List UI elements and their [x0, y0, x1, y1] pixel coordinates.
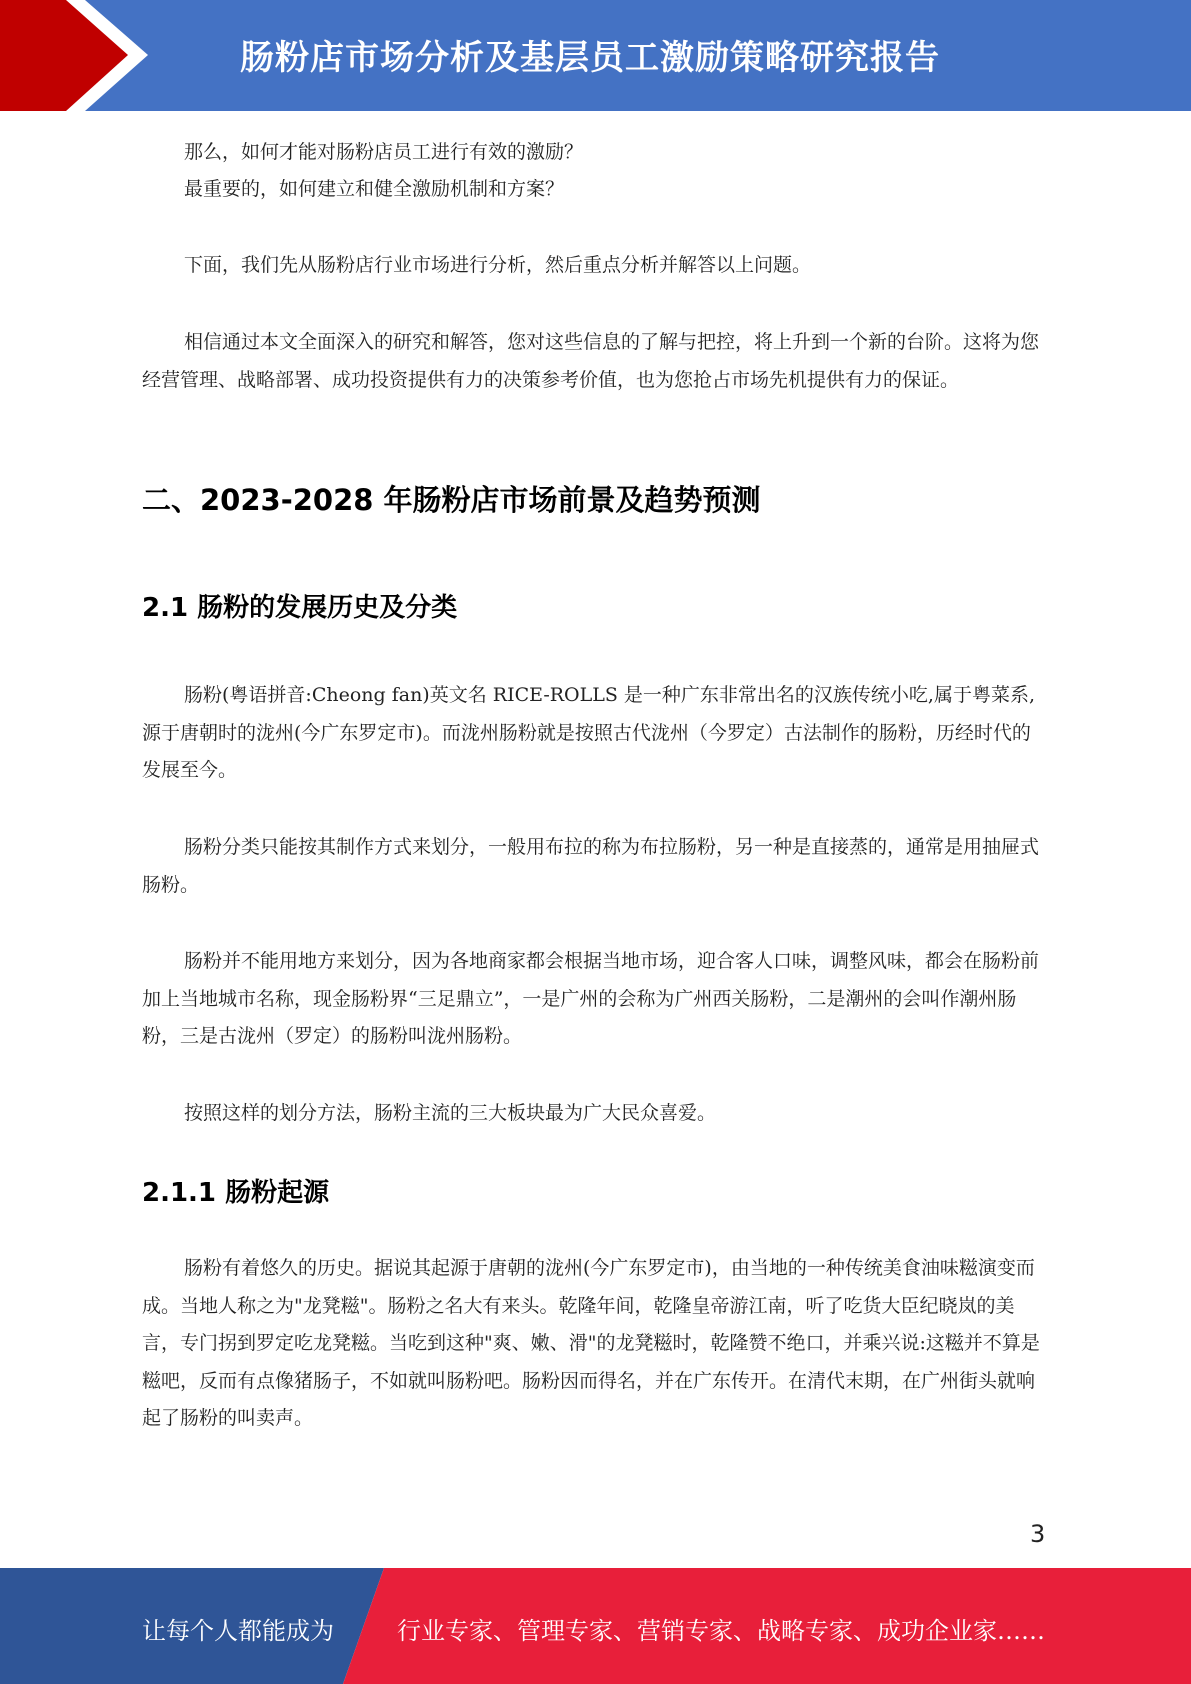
- intro-paragraph-1: 下面，我们先从肠粉店行业市场进行分析，然后重点分析并解答以上问题。: [184, 254, 812, 276]
- paragraph-classification: 肠粉分类只能按其制作方式来划分，一般用布拉的称为布拉肠粉，另一种是直接蒸的，通常是用抽屉式肠粉。: [142, 836, 1040, 896]
- report-title: 肠粉店市场分析及基层员工激励策略研究报告: [240, 38, 940, 78]
- footer-slogan-right: 行业专家、管理专家、营销专家、战略专家、成功企业家……: [397, 1617, 1045, 1645]
- paragraph-summary: 按照这样的划分方法，肠粉主流的三大板块最为广大民众喜爱。: [184, 1102, 717, 1124]
- intro-question-2: 最重要的，如何建立和健全激励机制和方案？: [184, 178, 565, 200]
- section-heading: 二、2023-2028 年肠粉店市场前景及趋势预测: [142, 483, 761, 517]
- footer-slogan-left: 让每个人都能成为: [142, 1617, 334, 1645]
- header-banner: [0, 0, 1191, 111]
- subsection-heading-2-1: 2.1 肠粉的发展历史及分类: [142, 593, 458, 623]
- intro-paragraph-2: 相信通过本文全面深入的研究和解答，您对这些信息的了解与把控，将上升到一个新的台阶。这将为您经营管理、战略部署、成功投资提供有力的决策参考价值，也为您抢占市场先机提供有力的保证。: [142, 331, 1040, 391]
- paragraph-origin: 肠粉有着悠久的历史。据说其起源于唐朝的泷州(今广东罗定市)，由当地的一种传统美食油味糍演变而成。当地人称之为"龙凳糍"。肠粉之名大有来头。乾隆年间，乾隆皇帝游江南，听了吃货大臣纪晓岚的美言，专门拐到罗定吃龙凳糍。当吃到这种"爽、嫩、滑"的龙凳糍时，乾隆赞不绝口，并乘兴说:这糍并不算是糍吧，反而有点像猪肠子，不如就叫肠粉吧。肠粉因而得名，并在广东传开。在清代末期，在广州街头就响起了肠粉的叫卖声。: [142, 1257, 1040, 1429]
- paragraph-regions: 肠粉并不能用地方来划分，因为各地商家都会根据当地市场，迎合客人口味，调整风味，都会在肠粉前加上当地城市名称，现金肠粉界“三足鼎立”，一是广州的会称为广州西关肠粉，二是潮州的会叫作潮州肠粉，三是古泷州（罗定）的肠粉叫泷州肠粉。: [142, 950, 1040, 1047]
- page-number: 3: [1030, 1520, 1046, 1548]
- intro-question-1: 那么，如何才能对肠粉店员工进行有效的激励？: [184, 141, 584, 163]
- subsection-heading-2-1-1: 2.1.1 肠粉起源: [142, 1178, 330, 1208]
- paragraph-definition: 肠粉(粤语拼音:Cheong fan)英文名 RICE-ROLLS 是一种广东非常出名的汉族传统小吃,属于粤菜系,源于唐朝时的泷州(今广东罗定市)。而泷州肠粉就是按照古代泷州（今罗定）古法制作的肠粉，历经时代的发展至今。: [142, 684, 1036, 781]
